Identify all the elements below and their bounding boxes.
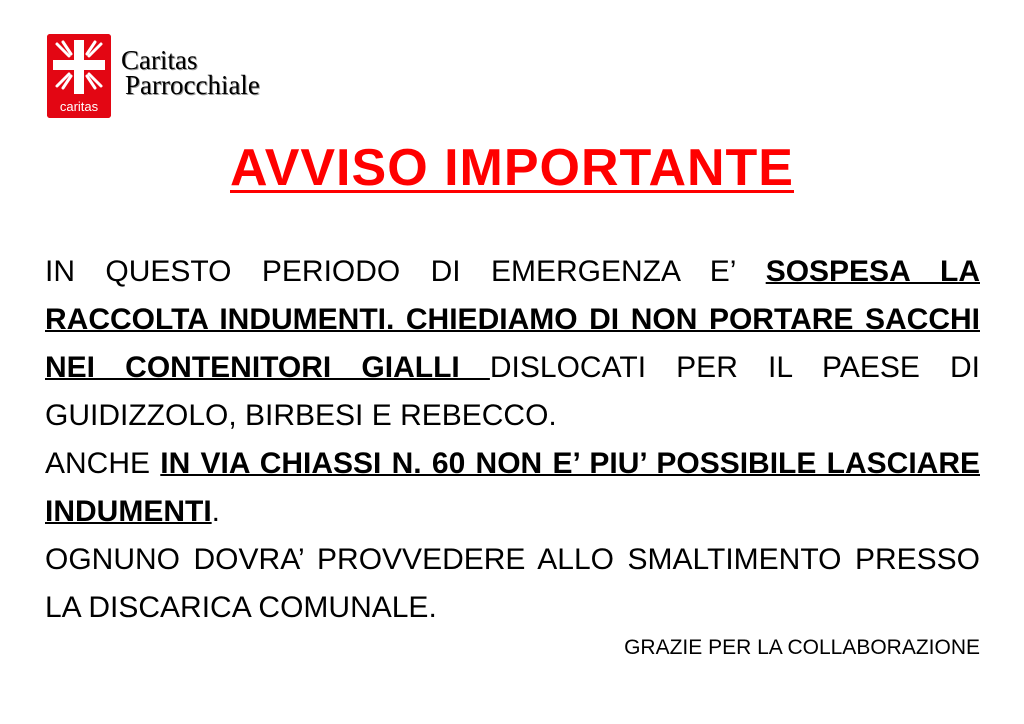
paragraph-1 xyxy=(45,248,980,440)
logo-name-line1: Caritas xyxy=(121,45,198,75)
thanks-note: GRAZIE PER LA COLLABORAZIONE xyxy=(624,636,980,659)
notice-body xyxy=(45,248,980,632)
logo-wordmark xyxy=(121,45,260,100)
p2-emphasis: IN VIA CHIASSI N. 60 NON E’ PIU’ POSSIBILE LASCIARE INDUMENTI xyxy=(45,447,980,528)
paragraph-2 xyxy=(45,440,980,536)
p2-text-c: . xyxy=(211,495,220,528)
p1-text-c: DISLOCATI PER IL PAESE DI GUIDIZZOLO, BIRBESI E REBECCO. xyxy=(45,351,981,432)
p1-emphasis: SOSPESA LA RACCOLTA INDUMENTI. CHIEDIAMO DI NON PORTARE SACCHI NEI CONTENITORI GIALLI xyxy=(45,255,980,384)
page-title: AVVISO IMPORTANTE xyxy=(230,139,794,197)
logo-badge-text: caritas xyxy=(59,99,99,114)
logo-name-line2: Parrocchiale xyxy=(125,70,260,100)
paragraph-3: OGNUNO DOVRA’ PROVVEDERE ALLO SMALTIMENTO PRESSO LA DISCARICA COMUNALE. xyxy=(45,543,980,624)
p1-text-a: IN QUESTO PERIODO DI EMERGENZA E’ xyxy=(45,255,766,288)
caritas-logo xyxy=(47,34,297,124)
caritas-cross-badge xyxy=(47,34,111,118)
p2-text-a: ANCHE xyxy=(45,447,161,480)
